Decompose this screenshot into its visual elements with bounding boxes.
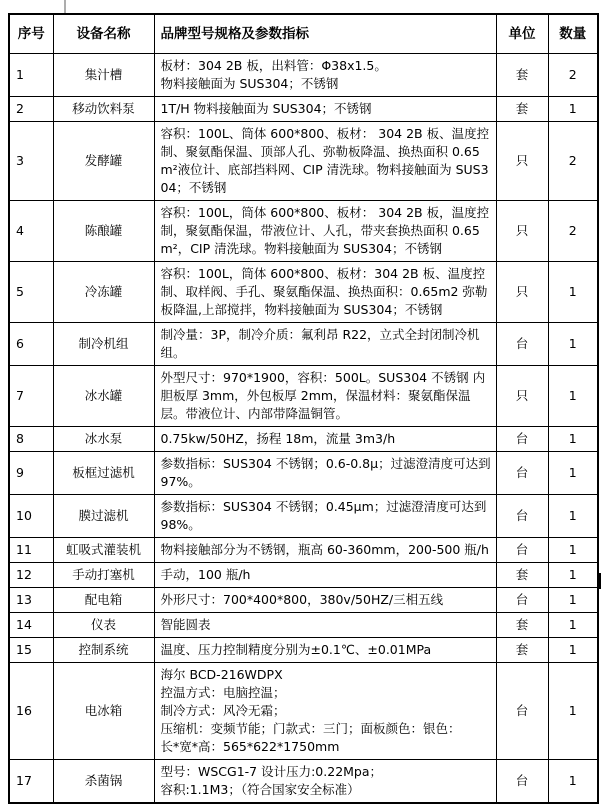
cell-serial-number[interactable]: 17 [9, 760, 53, 804]
cell-quantity[interactable]: 2 [548, 122, 598, 201]
table-row [9, 452, 598, 495]
spec-line: 容积：100L，筒体 600*800、板材：304 2B 板、温度控制、取样阀、手孔、聚氨酯保温、换热面积：0.65m2 弥勒板降温,上部搅拌，物料接触面为 SUS304；不锈钢 [160, 266, 488, 317]
cell-device-name[interactable]: 控制系统 [53, 638, 154, 663]
cell-quantity[interactable]: 1 [548, 638, 598, 663]
cell-device-name[interactable]: 杀菌锅 [53, 760, 154, 804]
spec-line: 制冷方式：风冷无霜； [160, 703, 286, 718]
cell-quantity[interactable]: 1 [548, 760, 598, 804]
spec-line: 物料接触部分为不锈钢，瓶高 60-360mm，200-500 瓶/h [160, 542, 489, 557]
cell-unit[interactable]: 台 [496, 323, 548, 366]
cell-spec[interactable] [154, 452, 496, 495]
cell-spec[interactable] [154, 495, 496, 538]
cell-serial-number[interactable]: 9 [9, 452, 53, 495]
cell-spec[interactable] [154, 97, 496, 122]
spec-line: 容积：100L、筒体 600*800、板材： 304 2B 板、温度控制、聚氨酯保温、顶部人孔、弥勒板降温、换热面积 0.65 m²液位计、底部挡料网、CIP 清洗球。物料接触面为 SUS304；不锈钢 [160, 126, 490, 195]
cell-spec[interactable] [154, 122, 496, 201]
cell-quantity[interactable]: 1 [548, 495, 598, 538]
cell-quantity[interactable]: 1 [548, 588, 598, 613]
cell-spec[interactable] [154, 563, 496, 588]
spec-line: 物料接触面为 SUS304；不锈钢 [160, 76, 339, 91]
cell-serial-number[interactable]: 15 [9, 638, 53, 663]
header-device-name[interactable]: 设备名称 [53, 14, 154, 54]
cell-quantity[interactable]: 2 [548, 54, 598, 97]
spec-line: 1T/H 物料接触面为 SUS304；不锈钢 [160, 101, 372, 116]
cell-device-name[interactable]: 板框过滤机 [53, 452, 154, 495]
spec-line: 手动，100 瓶/h [160, 567, 251, 582]
spec-line: 海尔 BCD-216WDPX [160, 667, 283, 682]
spec-line: 参数指标：SUS304 不锈钢；0.45μm；过滤澄清度可达到 98%。 [160, 499, 487, 532]
cell-spec[interactable] [154, 538, 496, 563]
cell-device-name[interactable]: 仪表 [53, 613, 154, 638]
table-row [9, 97, 598, 122]
cell-serial-number[interactable]: 1 [9, 54, 53, 97]
table-row [9, 54, 598, 97]
header-quantity[interactable]: 数量 [548, 14, 598, 54]
cell-device-name[interactable]: 集汁槽 [53, 54, 154, 97]
cell-serial-number[interactable]: 14 [9, 613, 53, 638]
spec-line: 温度、压力控制精度分别为±0.1℃、±0.01MPa [160, 642, 432, 657]
spec-line: 外形尺寸：700*400*800，380v/50HZ/三相五线 [160, 592, 444, 607]
cell-unit[interactable]: 台 [496, 538, 548, 563]
cell-serial-number[interactable]: 8 [9, 427, 53, 452]
cell-spec[interactable] [154, 613, 496, 638]
table-row [9, 495, 598, 538]
cell-spec[interactable] [154, 366, 496, 427]
cell-spec[interactable] [154, 588, 496, 613]
cell-device-name[interactable]: 发酵罐 [53, 122, 154, 201]
cell-unit[interactable]: 台 [496, 427, 548, 452]
table-row [9, 262, 598, 323]
cell-device-name[interactable]: 移动饮料泵 [53, 97, 154, 122]
cell-serial-number[interactable]: 3 [9, 122, 53, 201]
cell-quantity[interactable]: 1 [548, 663, 598, 760]
spec-line: 长*宽*高：565*622*1750mm [160, 739, 340, 754]
equipment-spec-table [8, 13, 599, 804]
spec-line: 容积：100L，筒体 600*800、板材： 304 2B 板，温度控制，聚氨酯保温，带液位计、人孔，带夹套换热面积 0.65 m²，CIP 清洗球。物料接触面为 SUS304；不锈钢 [160, 205, 490, 256]
cell-unit[interactable]: 只 [496, 122, 548, 201]
spec-line: 参数指标：SUS304 不锈钢；0.6-0.8μ；过滤澄清度可达到 97%。 [160, 456, 491, 489]
table-body [9, 54, 598, 804]
table-header-row [9, 14, 598, 54]
cell-device-name[interactable]: 配电箱 [53, 588, 154, 613]
cell-unit[interactable]: 套 [496, 613, 548, 638]
table-row [9, 638, 598, 663]
cell-unit[interactable]: 只 [496, 262, 548, 323]
cell-unit[interactable]: 台 [496, 760, 548, 804]
cell-quantity[interactable]: 1 [548, 613, 598, 638]
cell-device-name[interactable]: 冰水罐 [53, 366, 154, 427]
cell-unit[interactable]: 套 [496, 54, 548, 97]
cell-device-name[interactable]: 电冰箱 [53, 663, 154, 760]
table-row [9, 323, 598, 366]
cell-spec[interactable] [154, 54, 496, 97]
cell-unit[interactable]: 台 [496, 588, 548, 613]
spec-line: 智能圆表 [160, 617, 211, 632]
cell-quantity[interactable]: 1 [548, 563, 598, 588]
cell-device-name[interactable]: 冷冻罐 [53, 262, 154, 323]
cell-serial-number[interactable]: 16 [9, 663, 53, 760]
table-row [9, 760, 598, 804]
cell-device-name[interactable]: 陈酿罐 [53, 201, 154, 262]
cell-quantity[interactable]: 1 [548, 538, 598, 563]
header-unit[interactable]: 单位 [496, 14, 548, 54]
spec-line: 板材：304 2B 板，出料管：Φ38x1.5。 [160, 58, 387, 73]
table-row [9, 201, 598, 262]
cell-unit[interactable]: 只 [496, 366, 548, 427]
cell-device-name[interactable]: 手动打塞机 [53, 563, 154, 588]
cell-serial-number[interactable]: 5 [9, 262, 53, 323]
table-row [9, 122, 598, 201]
cell-spec[interactable] [154, 663, 496, 760]
header-brand-model-spec[interactable]: 品牌型号规格及参数指标 [154, 14, 496, 54]
table-row [9, 538, 598, 563]
cell-unit[interactable]: 台 [496, 495, 548, 538]
cell-quantity[interactable]: 1 [548, 262, 598, 323]
cell-unit[interactable]: 套 [496, 563, 548, 588]
cell-spec[interactable] [154, 427, 496, 452]
table-row [9, 663, 598, 760]
cell-quantity[interactable]: 1 [548, 452, 598, 495]
cell-quantity[interactable]: 1 [548, 366, 598, 427]
cell-unit[interactable]: 套 [496, 97, 548, 122]
cell-serial-number[interactable]: 2 [9, 97, 53, 122]
cell-quantity[interactable]: 2 [548, 201, 598, 262]
cell-device-name[interactable]: 膜过滤机 [53, 495, 154, 538]
spec-line: 控温方式：电脑控温； [160, 685, 286, 700]
table-row [9, 427, 598, 452]
cell-spec[interactable] [154, 638, 496, 663]
spec-line: 0.75kw/50HZ，扬程 18m，流量 3m3/h [160, 431, 396, 446]
header-serial-number[interactable]: 序号 [9, 14, 53, 54]
cell-quantity[interactable]: 1 [548, 97, 598, 122]
table-row [9, 366, 598, 427]
cell-serial-number[interactable]: 6 [9, 323, 53, 366]
spec-line: 容积:1.1M3；（符合国家安全标准） [160, 782, 360, 797]
cell-serial-number[interactable]: 11 [9, 538, 53, 563]
cell-quantity[interactable]: 1 [548, 323, 598, 366]
cell-device-name[interactable]: 冰水泵 [53, 427, 154, 452]
cell-device-name[interactable]: 制冷机组 [53, 323, 154, 366]
cell-device-name[interactable]: 虹吸式灌装机 [53, 538, 154, 563]
table-row [9, 563, 598, 588]
cell-serial-number[interactable]: 13 [9, 588, 53, 613]
cell-serial-number[interactable]: 7 [9, 366, 53, 427]
cell-quantity[interactable]: 1 [548, 427, 598, 452]
cell-unit[interactable]: 台 [496, 663, 548, 760]
cell-spec[interactable] [154, 760, 496, 804]
cell-serial-number[interactable]: 10 [9, 495, 53, 538]
spec-line: 制冷量：3P，制冷介质：氟利昂 R22，立式全封闭制冷机组。 [160, 327, 480, 360]
cell-unit[interactable]: 只 [496, 201, 548, 262]
table-row [9, 613, 598, 638]
cell-unit[interactable]: 台 [496, 452, 548, 495]
spec-line: 外型尺寸：970*1900，容积：500L。SUS304 不锈钢 内胆板厚 3mm，外包板厚 2mm，保温材料：聚氨酯保温层。带液位计、内部带降温铜管。 [160, 370, 486, 421]
table-row [9, 588, 598, 613]
cell-serial-number[interactable]: 4 [9, 201, 53, 262]
cell-spec[interactable] [154, 201, 496, 262]
cell-spec[interactable] [154, 262, 496, 323]
spec-line: 型号：WSCG1-7 设计压力:0.22Mpa； [160, 764, 383, 779]
spec-line: 压缩机：变频节能；门款式：三门；面板颜色：银色： [160, 721, 461, 736]
cell-spec[interactable] [154, 323, 496, 366]
page-column-marker [64, 0, 66, 13]
cell-unit[interactable]: 套 [496, 638, 548, 663]
cell-serial-number[interactable]: 12 [9, 563, 53, 588]
text-cursor-artifact [598, 573, 601, 589]
